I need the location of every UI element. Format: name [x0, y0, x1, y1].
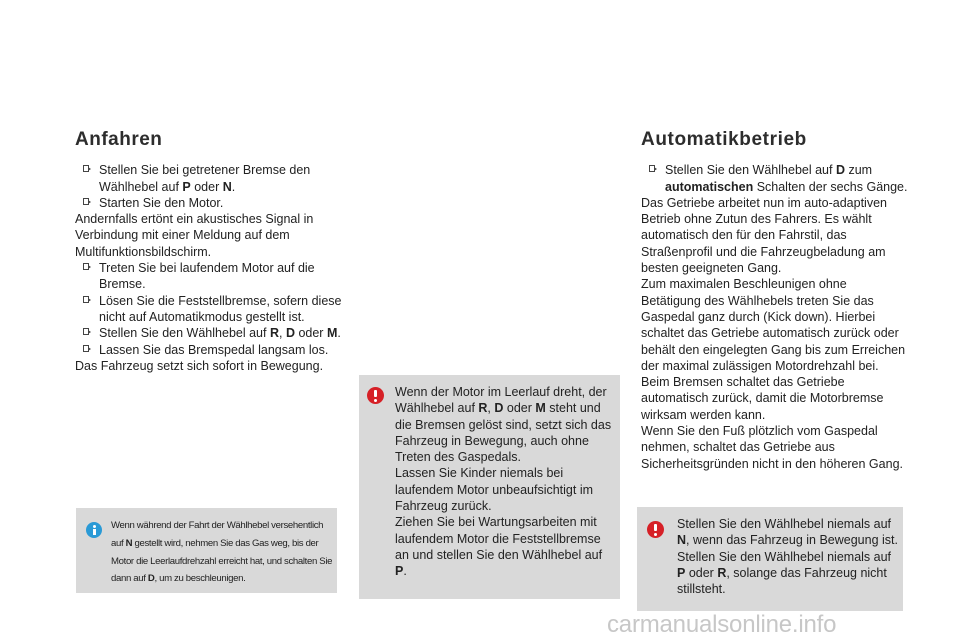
checkbox-bullet-icon [649, 165, 655, 172]
section-automatikbetrieb [641, 129, 909, 472]
text: oder [685, 565, 718, 580]
text-bold: M [535, 401, 546, 416]
paragraph: Das Getriebe arbeitet nun im auto-adaptiven Betrieb ohne Zutun des Fahrers. Es wählt automatisch den für den Fahrstil, das Straßenprofil und die Fahrzeugbeladung am besten geeigneten Gang. [641, 195, 887, 276]
text: oder [294, 326, 327, 341]
checkbox-bullet-icon [83, 198, 89, 205]
checkbox-bullet-icon [83, 296, 89, 303]
text: , wenn das Fahrzeug in Bewegung ist. [686, 533, 898, 548]
text-bold: D [835, 163, 845, 178]
text-bold: D [147, 573, 155, 585]
text-bold: R [478, 401, 488, 416]
text: . [403, 564, 407, 579]
list-item [641, 162, 909, 195]
text: , [278, 326, 286, 341]
text: Stellen Sie den Wählhebel auf [99, 326, 270, 341]
text: Treten Sie bei laufendem Motor auf die Bremse. [99, 261, 315, 292]
text-bold: N [125, 537, 133, 549]
text: Stellen Sie bei getretener Bremse den Wählhebel auf [99, 163, 311, 194]
warning-text [677, 516, 899, 597]
list-item [75, 293, 345, 326]
checkbox-bullet-icon [83, 263, 89, 270]
text-bold: automatischen [665, 179, 754, 194]
text: Stellen Sie den Wählhebel niemals auf [677, 517, 892, 531]
watermark: carmanualsonline.info [607, 611, 837, 638]
text: gestellt wird, nehmen Sie das Gas weg, bis der Motor die Leerlaufdrehzahl erreicht hat, und schalten Sie dann auf [111, 537, 333, 585]
text: , [487, 401, 495, 416]
checkbox-bullet-icon [83, 328, 89, 335]
exclamation-icon [367, 387, 384, 404]
warning-box [637, 507, 903, 611]
text-bold: P [182, 179, 191, 194]
text-bold: N [222, 179, 232, 194]
text-bold: P [677, 565, 686, 580]
paragraph: Beim Bremsen schaltet das Getriebe automatisch zurück, damit die Motorbremse wirksam werden kann. [641, 375, 884, 422]
text-bold: R [269, 326, 279, 341]
text-bold: N [677, 533, 687, 548]
text: Lösen Sie die Feststellbremse, sofern diese nicht auf Automatikmodus gestellt ist. [99, 293, 342, 324]
list-item [75, 195, 345, 211]
section-title: Automatikbetrieb [641, 129, 807, 150]
text-bold: D [494, 401, 504, 416]
list-item [75, 342, 345, 358]
paragraph: Wenn Sie den Fuß plötzlich vom Gaspedal nehmen, schaltet das Getriebe aus Sicherheitsgründen nicht in den höheren Gang. [641, 424, 903, 471]
text: Ziehen Sie bei Wartungsarbeiten mit laufendem Motor die Feststellbremse an und stellen Sie den Wählhebel auf [395, 515, 603, 562]
section-anfahren [75, 129, 345, 374]
text: . [231, 179, 236, 194]
info-icon [86, 522, 102, 538]
paragraph: Lassen Sie Kinder niemals bei laufendem Motor unbeaufsichtigt im Fahrzeug zurück. [395, 466, 594, 514]
paragraph: Andernfalls ertönt ein akustisches Signal in Verbindung mit einer Meldung auf dem Multifunktionsbildschirm. [75, 212, 314, 259]
info-note-text [111, 517, 335, 588]
text: , um zu beschleunigen. [154, 573, 246, 585]
checkbox-bullet-icon [83, 165, 89, 172]
text: Stellen Sie den Wählhebel auf [665, 163, 836, 178]
list-item [75, 325, 345, 341]
section-title: Anfahren [75, 129, 163, 150]
text: Wenn während der Fahrt der Wählhebel versehentlich auf [111, 520, 324, 549]
text: Stellen Sie den Wählhebel niemals auf [677, 549, 892, 564]
warning-box [359, 375, 620, 599]
info-note-box [76, 508, 337, 593]
text: steht und die Bremsen gelöst sind, setzt sich das Fahrzeug in Bewegung, auch ohne Treten des Gaspedals. [395, 401, 612, 465]
text: Wenn der Motor im Leerlauf dreht, der Wählhebel auf [395, 385, 607, 416]
paragraph: Das Fahrzeug setzt sich sofort in Bewegung. [75, 358, 324, 373]
text: oder [503, 401, 536, 416]
text: zum [844, 163, 873, 178]
text: Starten Sie den Motor. [99, 195, 224, 210]
text: . [337, 326, 341, 341]
text: Lassen Sie das Bremspedal langsam los. [99, 342, 329, 357]
exclamation-icon [647, 521, 664, 538]
text-bold: M [326, 326, 338, 341]
text: oder [190, 179, 223, 194]
text-bold: P [395, 564, 404, 579]
text: Schalten der sechs Gänge. [753, 179, 908, 194]
list-item [75, 260, 345, 293]
text: , solange das Fahrzeug nicht stillsteht. [677, 565, 887, 597]
list-item [75, 162, 345, 195]
warning-text [395, 384, 613, 580]
text-bold: R [717, 565, 727, 580]
checkbox-bullet-icon [83, 345, 89, 352]
paragraph: Zum maximalen Beschleunigen ohne Betätigung des Wählhebels treten Sie das Gaspedal ganz durch (Kick down). Hierbei schaltet das Getriebe automatisch zurück oder behält den eingelegten Gang bis zum Erreichen der maximal zulässigen Motordrehzahl bei. [641, 277, 906, 373]
text-bold: D [285, 326, 295, 341]
